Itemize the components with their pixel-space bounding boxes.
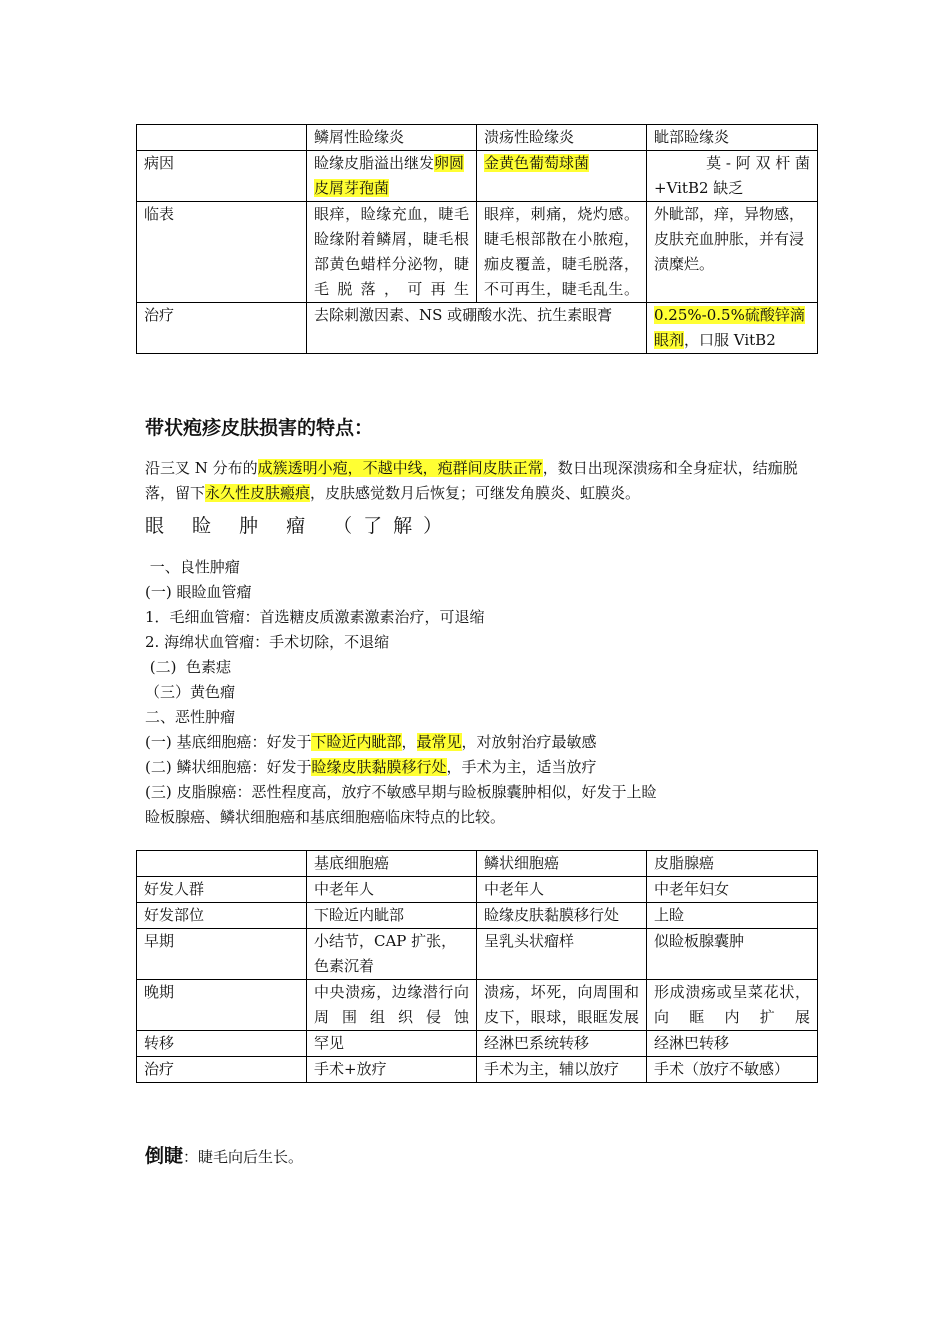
header-cell: 基底细胞癌 [307,851,477,877]
table-cell: 形成溃疡或呈菜花状，向眶内扩展 [647,980,818,1031]
outline-line: (一) 眼睑血管瘤 [145,583,252,601]
table-cell [647,303,818,354]
header-cell [137,125,307,151]
header-cell: 皮脂腺癌 [647,851,818,877]
table-cell [477,151,647,202]
header-cell: 眦部睑缘炎 [647,125,818,151]
highlighted-text: 永久性皮肤瘢痕 [205,484,311,502]
outline-line: (三) 皮脂腺癌：恶性程度高，放疗不敏感早期与睑板腺囊肿相似，好发于上睑 [145,783,657,801]
table-cell: 似睑板腺囊肿 [647,929,818,980]
table-cell [647,151,818,202]
outline-line [145,730,656,755]
header-cell: 鳞状细胞癌 [477,851,647,877]
row-label: 好发部位 [137,903,307,929]
table-cell: 小结节，CAP 扩张，色素沉着 [307,929,477,980]
cell-text: 睑缘皮脂溢出继发 [314,154,435,172]
para-text: ，数日出现深溃疡和全身症状，结痂脱落，留下 [145,459,798,502]
table-cell: 睑缘皮肤黏膜移行处 [477,903,647,929]
highlighted-text: 金黄色葡萄球菌 [484,154,590,172]
table-row [137,1057,818,1083]
table-cell: 手术为主，辅以放疗 [477,1057,647,1083]
table-cell: 眼痒，睑缘充血，睫毛睑缘附着鳞屑，睫毛根部黄色蜡样分泌物，睫毛脱落，可再生 [307,202,477,303]
outline-line: 一、良性肿瘤 [145,558,240,576]
highlighted-text: 最常见 [416,733,462,751]
outline-line [145,755,656,780]
table-cell: 上睑 [647,903,818,929]
table-cell: 外眦部，痒，异物感，皮肤充血肿胀，并有浸渍糜烂。 [647,202,818,303]
table-row [137,303,818,354]
line-text: ， [401,733,417,751]
table-cell: 经淋巴转移 [647,1031,818,1057]
row-label: 病因 [137,151,307,202]
row-label: 晚期 [137,980,307,1031]
herpes-paragraph [145,456,825,506]
table-cell: 手术+放疗 [307,1057,477,1083]
highlighted-text: 0.25%-0.5%硫酸锌滴眼剂 [654,306,805,349]
table-cell: 溃疡，坏死，向周围和皮下，眼球，眼眶发展 [477,980,647,1031]
trichiasis-text: ：睫毛向后生长。 [183,1148,304,1166]
section-heading-tumor: 眼 睑 肿 瘤 （了解） [145,515,454,537]
line-text: ，对放射治疗最敏感 [461,733,597,751]
table-header-row [137,851,818,877]
table-row [137,903,818,929]
table-cell-merged: 去除刺激因素、NS 或硼酸水洗、抗生素眼膏 [307,303,647,354]
table-cell: 呈乳头状瘤样 [477,929,647,980]
table-cell: 下睑近内眦部 [307,903,477,929]
blepharitis-table [136,124,818,354]
cell-line: +VitB2 缺乏 [654,179,744,197]
outline-line: 二、恶性肿瘤 [145,708,236,726]
trichiasis-section [145,1141,303,1168]
trichiasis-heading: 倒睫 [145,1145,184,1167]
table-cell: 眼痒，刺痛，烧灼感。睫毛根部散在小脓疱，痂皮覆盖，睫毛脱落，不可再生，睫毛乱生。 [477,202,647,303]
table-row [137,929,818,980]
table-row [137,151,818,202]
header-cell: 鳞屑性睑缘炎 [307,125,477,151]
highlighted-text: 成簇透明小疱，不越中线，疱群间皮肤正常 [257,459,543,477]
table-row [137,980,818,1031]
table-cell: 中老年妇女 [647,877,818,903]
outline-line: （三）黄色瘤 [145,683,236,701]
table-cell: 经淋巴系统转移 [477,1031,647,1057]
table-row [137,1031,818,1057]
header-cell: 溃疡性睑缘炎 [477,125,647,151]
tumor-outline [145,555,656,830]
row-label: 临表 [137,202,307,303]
line-text: (一) 基底细胞癌：好发于 [145,733,312,751]
row-label: 好发人群 [137,877,307,903]
row-label: 治疗 [137,1057,307,1083]
line-text: ，手术为主，适当放疗 [446,758,597,776]
header-cell [137,851,307,877]
cell-line: 莫 - 阿 双 杆 菌 [706,154,810,172]
para-text: 沿三叉 N 分布的 [145,459,258,477]
table-header-row [137,125,818,151]
highlighted-text: 下睑近内眦部 [311,733,402,751]
table-cell: 手术（放疗不敏感） [647,1057,818,1083]
line-text: (二) 鳞状细胞癌：好发于 [145,758,312,776]
table-cell [307,151,477,202]
table-cell: 中央溃疡，边缘潜行向周围组织侵蚀 [307,980,477,1031]
section-heading-herpes: 带状疱疹皮肤损害的特点： [145,417,374,439]
outline-line: (二) 色素痣 [145,658,232,676]
table-cell: 中老年人 [307,877,477,903]
outline-line: 1．毛细血管瘤：首选糖皮质激素激素治疗，可退缩 [145,608,485,626]
outline-line: 睑板腺癌、鳞状细胞癌和基底细胞癌临床特点的比较。 [145,808,506,826]
para-text: ，皮肤感觉数月后恢复；可继发角膜炎、虹膜炎。 [310,484,641,502]
table-row [137,202,818,303]
table-cell: 罕见 [307,1031,477,1057]
tumor-comparison-table [136,850,818,1083]
highlighted-text: 卵圆皮屑芽孢菌 [314,154,465,197]
row-label: 早期 [137,929,307,980]
outline-line: 2. 海绵状血管瘤：手术切除，不退缩 [145,633,390,651]
cell-text: ，口服 VitB2 [684,331,776,349]
table-row [137,877,818,903]
row-label: 转移 [137,1031,307,1057]
row-label: 治疗 [137,303,307,354]
table-cell: 中老年人 [477,877,647,903]
highlighted-text: 睑缘皮肤黏膜移行处 [311,758,447,776]
